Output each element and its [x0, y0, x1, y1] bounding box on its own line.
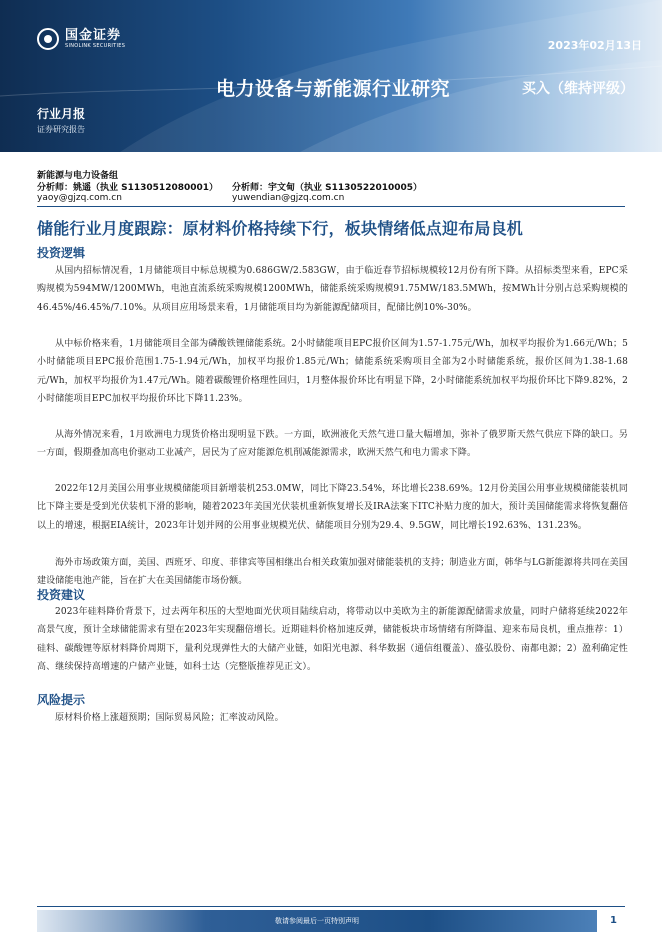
report-type: 行业月报: [37, 107, 86, 121]
analyst-1-email[interactable]: yaoy@gjzq.com.cn: [37, 193, 122, 203]
section-investment-logic: 投资逻辑: [37, 246, 86, 260]
logo-emblem-icon: [37, 28, 59, 50]
paragraph-bid-price: 从中标价格来看，1月储能项目全部为磷酸铁锂储能系统。2小时储能项目EPC报价区间为1.57-1.75元/Wh，加权平均报价为1.66元/Wh；5小时储能项目EPC报价范围1.75-1.94元/Wh，加权平均报价1.85元/Wh；储能系统采购项目全部为2小时储能系统，报价区间为1.38-1.68元/Wh，加权平均报价为1.47元/Wh。随着碳酸锂价格理性回归，1月整体报价环比有明显下降，2小时储能系统加权平均报价环比下降9.82%，2小时储能项目EPC加权平均报价环比下降11.23%。: [37, 339, 628, 404]
main-title: 储能行业月度跟踪：原材料价格持续下行，板块情绪低点迎布局良机: [37, 219, 524, 238]
paragraph-recommendation: 2023年硅料降价背景下，过去两年积压的大型地面光伏项目陆续启动，将带动以中美欧为主的新能源配储需求放量，同时户储将延续2022年高景气度，预计全球储能需求有望在2023年实现翻倍增长。近期硅料价格加速反弹，储能板块市场情绪有所降温、迎来布局良机，重点推荐：1）硅料、碳酸锂等原材料降价周期下，量利兑现弹性大的大储产业链，如阳光电源、科华数据（通信组覆盖）、盛弘股份、南都电源；2）盈利确定性高、继续保持高增速的户储产业链，如科士达（完整版推荐见正文）。: [37, 607, 628, 672]
analyst-1: 分析师：姚遥（执业 S1130512080001）: [37, 183, 219, 193]
paragraph-us-storage: 2022年12月美国公用事业规模储能项目新增装机253.0MW，同比下降23.54%，环比增长238.69%。12月份美国公用事业规模储能装机同比下降主要是受到光伏装机下滑的影响，随着2023年美国光伏装机重新恢复增长及IRA法案下ITC补贴力度的加大，预计美国储能需求将恢复翻倍以上的增速，根据EIA统计，2023年计划并网的公用事业规模光伏、储能项目分别为29.4、9.5GW，同比增长192.63%、131.23%。: [37, 484, 628, 531]
report-title: 电力设备与新能源行业研究: [216, 78, 451, 100]
section-investment-advice: 投资建议: [37, 588, 86, 602]
report-subtype: 证券研究报告: [37, 125, 85, 134]
report-date: 2023年02月13日: [547, 39, 642, 52]
header-divider: [37, 206, 625, 207]
paragraph-risk: 原材料价格上涨超预期；国际贸易风险；汇率波动风险。: [55, 713, 284, 723]
company-logo: [37, 28, 125, 50]
paragraph-domestic-tender: 从国内招标情况看，1月储能项目中标总规模为0.686GW/2.583GW，由于临近春节招标规模较12月份有所下降。从招标类型来看，EPC采购规模为594MW/1200MWh，电池直流系统采购规模1200MWh，储能系统采购规模91.75MW/183.5MWh，按MWh计分别占总采购规模的46.45%/46.45%/7.10%。从项目应用场景来看，1月储能项目均为新能源配储项目，配储比例10%-30%。: [37, 266, 628, 313]
section-risk: 风险提示: [37, 693, 86, 707]
analyst-2: 分析师：宇文甸（执业 S1130522010005）: [232, 183, 423, 193]
paragraph-overseas: 从海外情况来看，1月欧洲电力现货价格出现明显下跌。一方面，欧洲液化天然气进口量大幅增加，弥补了俄罗斯天然气供应下降的缺口。另一方面，假期叠加高电价驱动工业减产，居民为了应对能源危机削减能源需求，欧洲天然气和电力需求下降。: [37, 430, 628, 459]
page-number: 1: [610, 915, 617, 926]
logo-name-en: SINOLINK SECURITIES: [65, 42, 126, 49]
paragraph-overseas-policy: 海外市场政策方面，美国、西班牙、印度、菲律宾等国相继出台相关政策加强对储能装机的支持；制造业方面，韩华与LG新能源将共同在美国建设储能电池产能，旨在扩大在美国储能市场份额。: [37, 558, 628, 587]
rating-label: 买入（维持评级）: [522, 81, 634, 97]
footer-banner: [37, 910, 597, 932]
analyst-2-email[interactable]: yuwendian@gjzq.com.cn: [232, 193, 345, 203]
logo-name-cn: 国金证券: [65, 27, 122, 43]
footer-divider: [37, 906, 625, 907]
research-team: 新能源与电力设备组: [37, 171, 119, 181]
footer-disclaimer-note: 敬请参阅最后一页特别声明: [275, 917, 359, 925]
